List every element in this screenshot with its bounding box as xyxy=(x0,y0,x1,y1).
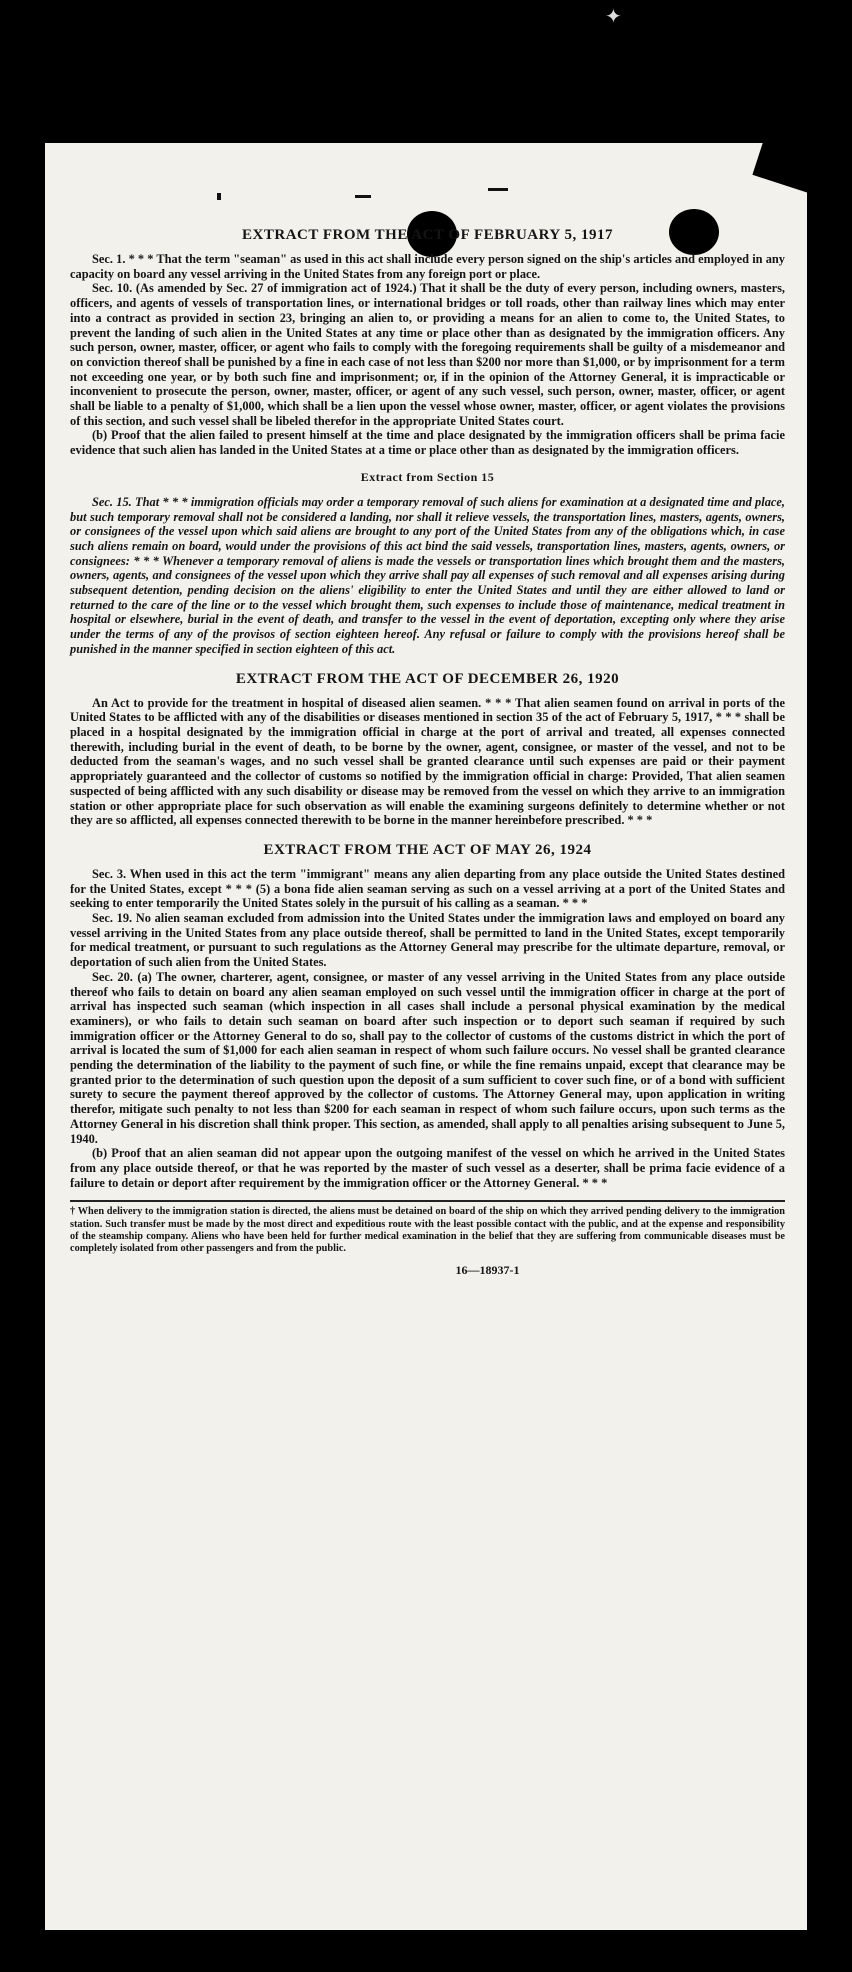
section-20b-paragraph: (b) Proof that an alien seaman did not appear upon the outgoing manifest of the vessel on which he arrived in the United States from any place outside thereof, or that he was reported by the master of such vessel as a deserter, shall be prima facie evidence of a failure to detain or deport after requirement by the immigration officer or the Attorney General. * * * xyxy=(70,1146,785,1190)
section-20a-paragraph: Sec. 20. (a) The owner, charterer, agent, consignee, or master of any vessel arriving in the United States from any place outside thereof who fails to detain on board any alien seaman employed on such vessel until the immigration officer in charge at the port of arrival has inspected such seaman (which inspection in all cases shall include a personal physical examination by the medical examiners), or who fails to detain such seaman on board after such inspection or to deport such seaman if required by such immigration officer or the Attorney General to do so, shall pay to the collector of customs of the customs district in which the port of arrival is located the sum of $1,000 for each alien seaman in respect of whom such failure occurs. No vessel shall be granted clearance pending the determination of the liability to the payment of such fine, or while the fine remains unpaid, except that clearance may be granted prior to the determination of such question upon the deposit of a sum sufficient to cover such fine, or of a bond with sufficient surety to secure the payment thereof approved by the collector of customs. The Attorney General may, upon application in writing therefor, mitigate such penalty to not less than $200 for each seaman in respect of whom such failure occurs, upon such terms as the Attorney General in his discretion shall think proper. This section, as amended, shall apply to all penalties arising subsequent to June 5, 1940. xyxy=(70,969,785,1146)
act-1920-paragraph: An Act to provide for the treatment in hospital of diseased alien seamen. * * * That alien seamen found on arrival in ports of the United States to be afflicted with any of the disabilities or diseases mentioned in section 35 of the act of February 5, 1917, * * * shall be placed in a hospital designated by the immigration official in charge at the port of arrival and treated, all expenses connected therewith, including burial in the event of death, to be borne by the owner, agent, consignee, or master of the vessel, and not to be deducted from the seaman's wages, and no such vessel shall be granted clearance until such expenses are paid or their payment appropriately guaranteed and the collector of customs so notified by the immigration official in charge: Provided, That alien seamen suspected of being afflicted with any such disability or disease may be removed from the vessel on which they arrive to an immigration station or other appropriate place for such observation as will enable the examining surgeons definitely to determine whether or not they are so afflicted, all expenses connected therewith to be borne in the manner hereinbefore prescribed. * * * xyxy=(70,695,785,828)
section-3-paragraph: Sec. 3. When used in this act the term "immigrant" means any alien departing from any place outside the United States destined for the United States, except * * * (5) a bona fide alien seaman serving as such on a vessel arriving at a port of the United States and seeking to enter temporarily the United States solely in the pursuit of his calling as a seaman. * * * xyxy=(70,866,785,911)
act-1920-heading: EXTRACT FROM THE ACT OF DECEMBER 26, 1920 xyxy=(235,670,620,687)
section-15-paragraph: Sec. 15. That * * * immigration officials may order a temporary removal of such aliens for examination at a designated time and place, but such temporary removal shall not be considered a landing, nor shall it relieve vessels, the transportation lines, masters, agents, owners, or consignees of the vessel upon which said aliens are brought to any port of the United States from any of the obligations which, in case such aliens remain on board, would under the provisions of this act bind the said vessels, transportation lines, masters, agents, owners, or consignees: * * * Whenever a temporary removal of aliens is made the vessels or transportation lines which brought them and the masters, owners, agents, and consignees of the vessel upon which they arrive shall pay all expenses of such removal and all expenses arising during subsequent detention, pending decision on the aliens' eligibility to enter the United States and until they are either allowed to land or returned to the care of the line or to the vessel which brought them, such expenses to include those of maintenance, medical treatment in hospital or elsewhere, burial in the event of death, and transfer to the vessel in the event of deportation, excepting only where they arise under the terms of any of the provisos of section eighteen hereof. Any refusal or failure to comply with the provisions hereof shall be punished in the manner specified in section eighteen of this act. xyxy=(70,494,785,656)
section-1-paragraph: Sec. 1. * * * That the term "seaman" as used in this act shall include every person signed on the ship's articles and employed in any capacity on board any vessel arriving in the United States from any foreign port or place. xyxy=(70,252,785,281)
document-page xyxy=(45,143,807,1930)
act-1924-heading: EXTRACT FROM THE ACT OF MAY 26, 1924 xyxy=(263,841,592,858)
scan-mark xyxy=(355,195,371,198)
section-15-heading: Extract from Section 15 xyxy=(360,469,495,484)
act-1917-heading: EXTRACT FROM THE ACT OF FEBRUARY 5, 1917 xyxy=(242,227,613,243)
act-1917-sections xyxy=(70,252,785,458)
scan-mark xyxy=(488,188,508,191)
section-19-paragraph: Sec. 19. No alien seaman excluded from admission into the United States under the immigration laws and employed on board any vessel arriving in the United States from any place outside thereof, shall be permitted to land in the United States, except temporarily for medical treatment, or pursuant to such regulations as the Attorney General may prescribe for the ultimate departure, removal, or deportation of such alien from the United States. xyxy=(70,911,785,970)
scan-mark xyxy=(217,193,221,200)
footnote-text: † When delivery to the immigration station is directed, the aliens must be detained on board of the ship on which they arrived pending delivery to the immigration station. Such transfer must be made by the most direct and expeditious route with the least possible contact with the public, and at the expense and responsibility of the steamship company. Aliens who have been held for further medical examination in the belief that they are suffering from communicable diseases must be completely isolated from other passengers and from the public. xyxy=(70,1206,785,1254)
scan-speck-top: ✦ xyxy=(605,6,622,28)
section-10b-paragraph: (b) Proof that the alien failed to present himself at the time and place designated by the immigration officers shall be prima facie evidence that such alien has landed in the United States at a time or place other than as designated by the immigration officers. xyxy=(70,428,785,458)
document-body xyxy=(70,227,785,1278)
document-number: 16—18937-1 xyxy=(455,1263,520,1278)
footnote xyxy=(70,1200,785,1255)
act-1924-sections xyxy=(70,867,785,1190)
section-10-paragraph: Sec. 10. (As amended by Sec. 27 of immigration act of 1924.) That it shall be the duty of every person, including owners, masters, officers, and agents of vessels of transportation lines, or international bridges or toll roads, other than railway lines which may enter into a contract as provided in section 23, bringing an alien to, or providing a means for an alien to come to, the United States, to prevent the landing of such alien in the United States at any time or place other than as designated by the immigration officers. Any such person, owner, master, officer, or agent who fails to comply with the foregoing requirements shall be guilty of a misdemeanor and on conviction thereof shall be punished by a fine in each case of not less than $200 nor more than $1,000, or by imprisonment for a term not exceeding one year, or by both such fine and imprisonment; or, if in the opinion of the Attorney General, it is impracticable or inconvenient to prosecute the person, owner, master, officer, or agent of any such vessel, such person, owner, master, officer, or agent shall be liable to a penalty of $1,000, which shall be a lien upon the vessel whose owner, master, officer, or agent violates the provisions of this section, and such vessel shall be libeled therefor in the appropriate United States court. xyxy=(70,281,785,428)
